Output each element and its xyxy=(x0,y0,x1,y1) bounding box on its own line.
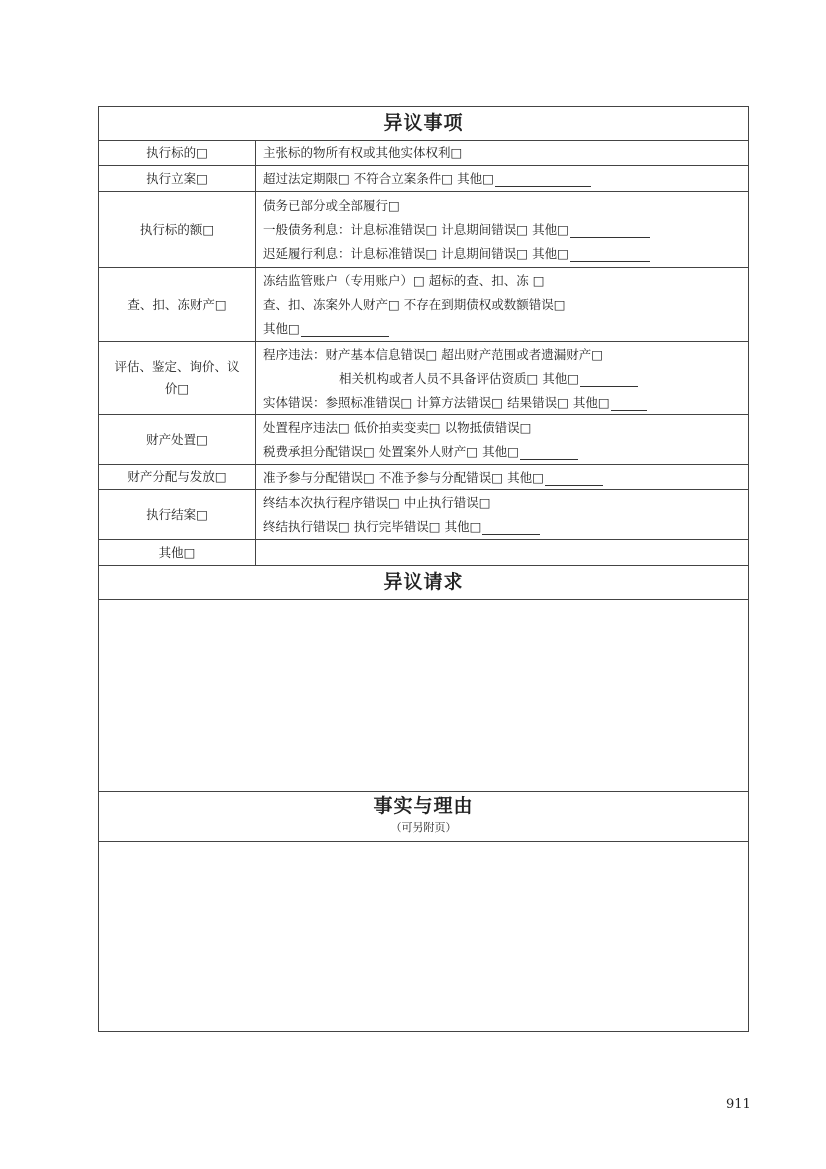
option-line[interactable]: 税费承担分配错误□ 处置案外人财产□ 其他□ xyxy=(263,444,519,459)
option-line[interactable]: 冻结监管账户（专用账户）□ 超标的查、扣、冻 □ xyxy=(263,273,545,288)
option-line[interactable]: 终结执行错误□ 执行完毕错误□ 其他□ xyxy=(263,519,482,534)
option-line[interactable]: 程序违法：财产基本信息错误□ 超出财产范围或者遗漏财产□ xyxy=(263,346,604,362)
fill-blank[interactable] xyxy=(495,172,591,187)
option-line[interactable]: 主张标的物所有权或其他实体权利□ xyxy=(263,145,463,160)
option-line[interactable]: 其他□ xyxy=(263,321,300,336)
fill-blank[interactable] xyxy=(611,396,647,411)
row-seizure-property xyxy=(99,268,748,342)
option-line[interactable]: 处置程序违法□ 低价拍卖变卖□ 以物抵债错误□ xyxy=(263,420,532,435)
row-execution-filing xyxy=(99,166,748,192)
objection-request-area[interactable] xyxy=(99,599,748,792)
objection-items-header xyxy=(99,107,748,141)
option-line[interactable]: 迟延履行利息：计息标准错误□ 计息期间错误□ 其他□ xyxy=(263,246,569,261)
objection-form xyxy=(98,106,749,1032)
fill-blank[interactable] xyxy=(520,445,578,460)
row-label[interactable]: 其他□ xyxy=(99,540,256,565)
row-options xyxy=(257,268,748,341)
fill-blank[interactable] xyxy=(301,322,389,337)
fill-blank[interactable] xyxy=(570,247,650,262)
row-label[interactable]: 执行立案□ xyxy=(99,166,256,191)
row-execution-subject xyxy=(99,140,748,166)
row-label[interactable]: 执行标的□ xyxy=(99,140,256,165)
option-line[interactable]: 实体错误：参照标准错误□ 计算方法错误□ 结果错误□ 其他□ xyxy=(263,394,610,410)
row-options xyxy=(257,490,748,539)
facts-reasons-subtitle: （可另附页） xyxy=(390,821,457,834)
objection-request-header xyxy=(99,566,748,600)
option-line[interactable]: 准予参与分配错误□ 不准予参与分配错误□ 其他□ xyxy=(263,469,544,485)
option-line[interactable]: 终结本次执行程序错误□ 中止执行错误□ xyxy=(263,495,491,510)
row-label[interactable]: 执行结案□ xyxy=(99,490,256,539)
facts-reasons-area[interactable] xyxy=(99,841,748,1031)
row-options xyxy=(257,166,748,191)
fill-blank[interactable] xyxy=(482,520,540,535)
option-line[interactable]: 相关机构或者人员不具备评估资质□ 其他□ xyxy=(339,370,580,386)
row-options xyxy=(257,342,748,414)
row-property-disposal xyxy=(99,415,748,465)
option-line[interactable]: 一般债务利息：计息标准错误□ 计息期间错误□ 其他□ xyxy=(263,222,569,237)
row-appraisal xyxy=(99,342,748,415)
row-options xyxy=(257,465,748,489)
option-line[interactable]: 超过法定期限□ 不符合立案条件□ 其他□ xyxy=(263,171,494,186)
row-distribution xyxy=(99,465,748,490)
page-number: 911 xyxy=(726,1097,751,1112)
facts-reasons-title: 事实与理由 xyxy=(373,795,474,817)
row-options xyxy=(257,192,748,267)
row-options-empty[interactable] xyxy=(257,540,748,565)
objection-request-title: 异议请求 xyxy=(383,571,464,593)
row-case-closure xyxy=(99,490,748,540)
fill-blank[interactable] xyxy=(580,372,638,387)
row-label[interactable]: 查、扣、冻财产□ xyxy=(99,268,256,341)
objection-items-title: 异议事项 xyxy=(383,112,464,134)
row-options xyxy=(257,140,748,165)
option-line[interactable]: 债务已部分或全部履行□ xyxy=(263,198,400,213)
facts-reasons-header xyxy=(99,791,748,842)
row-options xyxy=(257,415,748,464)
row-label[interactable]: 评估、鉴定、询价、议价□ xyxy=(99,342,256,414)
option-line[interactable]: 查、扣、冻案外人财产□ 不存在到期债权或数额错误□ xyxy=(263,297,566,312)
row-label[interactable]: 执行标的额□ xyxy=(99,192,256,267)
row-other xyxy=(99,540,748,566)
row-execution-amount xyxy=(99,192,748,268)
fill-blank[interactable] xyxy=(570,223,650,238)
row-label[interactable]: 财产分配与发放□ xyxy=(99,465,256,489)
row-label[interactable]: 财产处置□ xyxy=(99,415,256,464)
fill-blank[interactable] xyxy=(545,471,603,486)
